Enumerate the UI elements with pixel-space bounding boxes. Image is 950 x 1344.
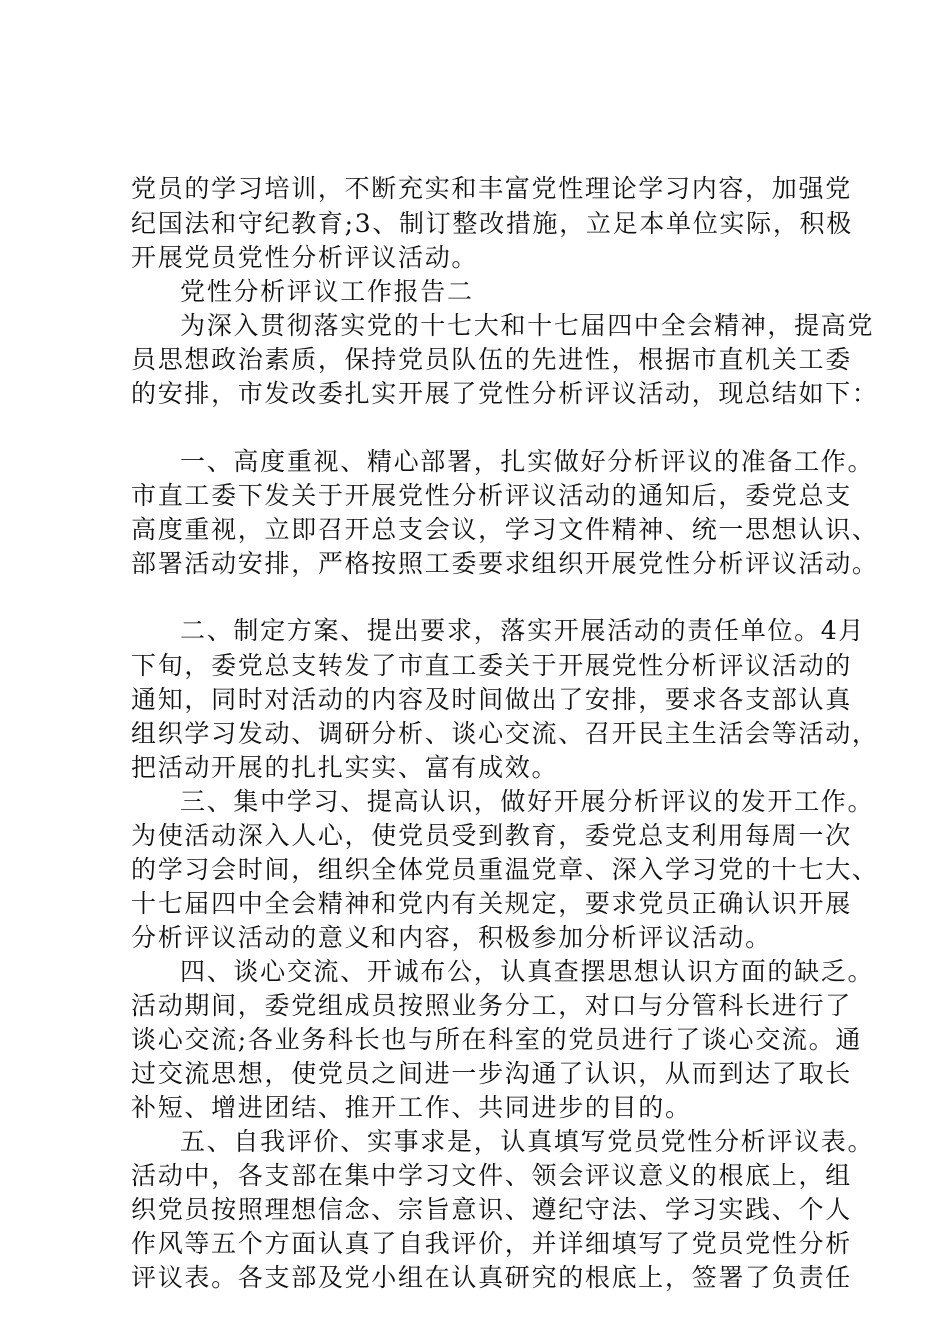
- text-line: 活动期间，委党组成员按照业务分工，对口与分管科长进行了: [131, 991, 852, 1020]
- text-line: 一、高度重视、精心部署，扎实做好分析评议的准备工作。: [180, 447, 875, 476]
- text-line: 为使活动深入人心，使党员受到教育，委党总支利用每周一次: [131, 821, 852, 850]
- text-line: 部署活动安排，严格按照工委要求组织开展党性分析评议活动。: [131, 549, 879, 578]
- text-line: 的安排，市发改委扎实开展了党性分析评议活动，现总结如下：: [131, 379, 879, 408]
- text-line: 市直工委下发关于开展党性分析评议活动的通知后，委党总支: [131, 481, 852, 510]
- section-title: 党性分析评议工作报告二: [180, 277, 474, 306]
- text-line: 四、谈心交流、开诚布公，认真查摆思想认识方面的缺乏。: [180, 957, 875, 986]
- text-line: 作风等五个方面认真了自我评价，并详细填写了党员党性分析: [131, 1229, 852, 1258]
- text-line: 活动中，各支部在集中学习文件、领会评议意义的根底上，组: [131, 1161, 852, 1190]
- text-line: 下旬，委党总支转发了市直工委关于开展党性分析评议活动的: [131, 651, 852, 680]
- text-line: 党员的学习培训，不断充实和丰富党性理论学习内容，加强党: [131, 174, 852, 203]
- text-line: 谈心交流;各业务科长也与所在科室的党员进行了谈心交流。通: [131, 1025, 863, 1054]
- text-line: 三、集中学习、提高认识，做好开展分析评议的发开工作。: [180, 787, 875, 816]
- text-line: 五、自我评价、实事求是，认真填写党员党性分析评议表。: [180, 1127, 875, 1156]
- text-line: 通知，同时对活动的内容及时间做出了安排，要求各支部认真: [131, 685, 852, 714]
- text-line: 开展党员党性分析评议活动。: [131, 243, 479, 272]
- text-line: 把活动开展的扎扎实实、富有成效。: [131, 753, 559, 782]
- text-line: 过交流思想，使党员之间进一步沟通了认识，从而到达了取长: [131, 1059, 852, 1088]
- text-line: 补短、增进团结、推开工作、共同进步的目的。: [131, 1093, 692, 1122]
- text-line: 分析评议活动的意义和内容，积极参加分析评议活动。: [131, 923, 772, 952]
- text-line: 员思想政治素质，保持党员队伍的先进性，根据市直机关工委: [131, 345, 852, 374]
- text-line: 二、制定方案、提出要求，落实开展活动的责任单位。4月: [180, 616, 866, 645]
- text-line: 十七届四中全会精神和党内有关规定，要求党员正确认识开展: [131, 889, 852, 918]
- text-line: 纪国法和守纪教育;3、制订整改措施，立足本单位实际，积极: [131, 209, 853, 238]
- text-line: 为深入贯彻落实党的十七大和十七届四中全会精神，提高党: [180, 311, 875, 340]
- text-line: 高度重视，立即召开总支会议，学习文件精神、统一思想认识、: [131, 515, 879, 544]
- text-line: 组织学习发动、调研分析、谈心交流、召开民主生活会等活动，: [131, 719, 879, 748]
- text-line: 评议表。各支部及党小组在认真研究的根底上，签署了负责任: [131, 1263, 852, 1292]
- text-line: 的学习会时间，组织全体党员重温党章、深入学习党的十七大、: [131, 855, 879, 884]
- text-line: 织党员按照理想信念、宗旨意识、遵纪守法、学习实践、个人: [131, 1195, 852, 1224]
